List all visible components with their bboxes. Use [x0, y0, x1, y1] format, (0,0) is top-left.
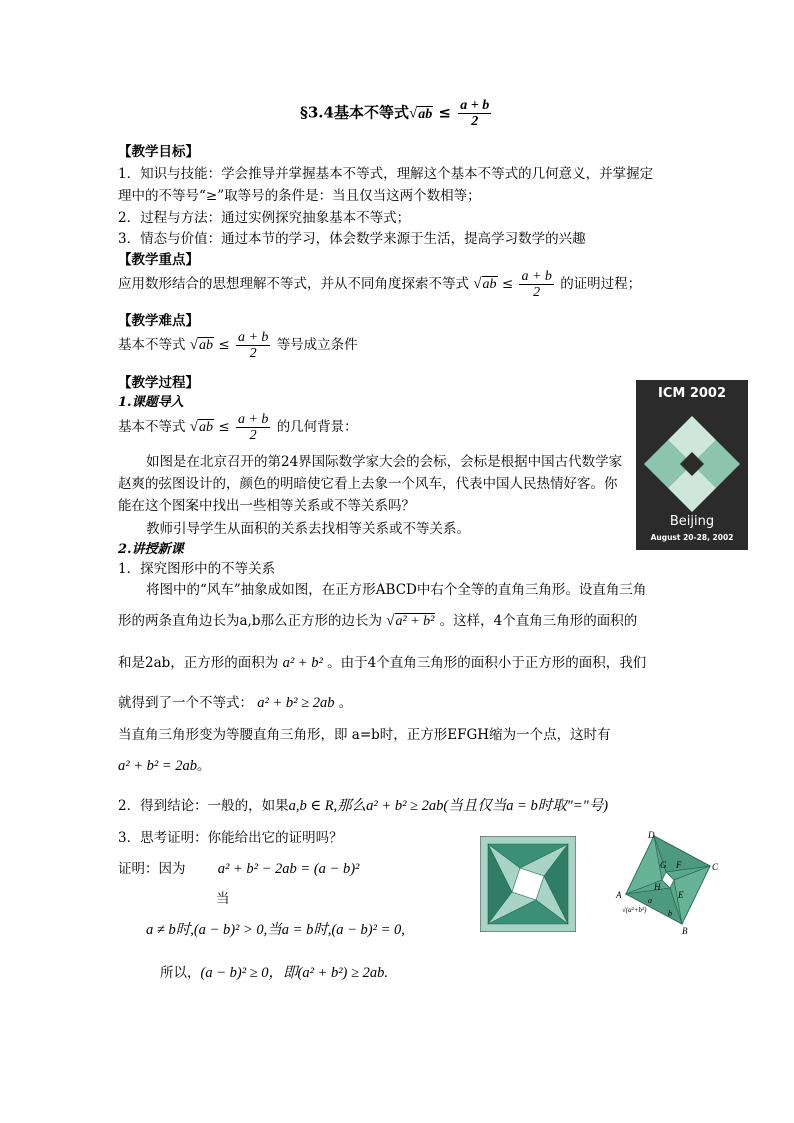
label-C: C	[712, 862, 719, 872]
topic-1-line-d: 和是2ab，正方形的面积为 a² + b² 。由于4个直角三角形的面积小于正方形的面积，我们	[118, 655, 647, 671]
subsection-new: 2.讲授新课	[118, 542, 184, 557]
label-b: b	[668, 909, 672, 918]
proof-result: 所以，(a − b)² ≥ 0，即(a² + b²) ≥ 2ab.	[160, 965, 388, 981]
key-fraction: $\frac{a + b}{2}$	[521, 269, 552, 300]
proof-when: 当	[216, 891, 230, 907]
intro-paragraph: 如图是在北京召开的第24界国际数学家大会的会标，会标是根据中国古代数学家赵爽的弦图设计的，颜色的明暗使它看上去象一个风车，代表中国人民热情好客。你能在这个图案中找出一些相等关系或不等关系吗？	[118, 454, 623, 514]
topic-1-line-f: 就得到了一个不等式： a² + b² ≥ 2ab 。	[118, 695, 353, 711]
goal-1a: 1．知识与技能：学会推导并掌握基本不等式，理解这个基本不等式的几何意义，并掌握定	[118, 166, 654, 182]
pinwheel-icon	[636, 408, 748, 518]
labeled-square-diagram	[608, 828, 738, 940]
section-process: 【教学过程】	[118, 375, 199, 391]
proof-cases: a ≠ b时,(a − b)² > 0,当a = b时,(a − b)² = 0,	[146, 922, 405, 938]
title-le: ≤	[438, 103, 451, 122]
intro-paragraph-2: 教师引导学生从面积的关系去找相等关系或不等关系。	[146, 521, 470, 537]
logo-title: ICM 2002	[657, 386, 727, 401]
title-fraction: $\frac{a + b}{2}$	[460, 98, 490, 129]
topic-1: 1．探究图形中的不等关系	[118, 561, 276, 577]
label-G: G	[660, 860, 667, 870]
key-line: 应用数形结合的思想理解不等式，并从不同角度探索不等式 √ab ≤ $\frac{a + b}{2}$ 的证明过程；	[118, 269, 642, 300]
goal-1b: 理中的不等号“≥”取等号的条件是：当且仅当这两个数相等；	[118, 188, 481, 204]
sqrt-sign: √	[408, 105, 418, 122]
topic-1-line-a: 将图中的“风车”抽象成如图，在正方形ABCD中右个全等的直角三角形。设直角三角	[146, 582, 647, 598]
topic-3: 3．思考证明：你能给出它的证明吗？	[118, 830, 343, 846]
square-pinwheel-diagram	[480, 836, 576, 932]
topic-1-line-b: 形的两条直角边长为a,b那么正方形的边长为 √a² + b² 。这样，4个直角三角形的面积的	[118, 613, 638, 629]
section-key: 【教学重点】	[118, 252, 199, 268]
label-H: H	[654, 882, 661, 892]
label-F: F	[676, 860, 682, 870]
label-E: E	[678, 890, 684, 900]
section-goals: 【教学目标】	[118, 144, 199, 160]
label-B: B	[682, 926, 688, 936]
logo-date: August 20-28, 2002	[650, 533, 734, 542]
goal-3: 3．情态与价值：通过本节的学习，体会数学来源于生活，提高学习数学的兴趣	[118, 231, 586, 247]
proof-line-1: 证明：因为 a² + b² − 2ab = (a − b)²	[118, 861, 360, 877]
label-D: D	[648, 830, 655, 840]
subsection-intro: 1.课题导入	[118, 395, 184, 410]
page-title	[300, 98, 493, 129]
title-radicand: ab	[418, 106, 433, 122]
difficulty-line: 基本不等式 √ab ≤ $\frac{a + b}{2}$ 等号成立条件	[118, 330, 358, 361]
logo-city: Beijing	[669, 514, 715, 529]
background-line: 基本不等式 √ab ≤ $\frac{a + b}{2}$ 的几何背景：	[118, 412, 358, 443]
section-difficulty: 【教学难点】	[118, 313, 199, 329]
conclusion-line: 2．得到结论：一般的，如果a,b ∈ R,那么a² + b² ≥ 2ab(当且仅当a = b时取"="号)	[118, 798, 609, 814]
icm-logo	[636, 380, 748, 550]
topic-1-line-h: a² + b² = 2ab。	[118, 758, 211, 774]
topic-1-line-g: 当直角三角形变为等腰直角三角形，即 a=b时，正方形EFGH缩为一个点，这时有	[118, 727, 611, 743]
title-text: §3.4基本不等式	[300, 103, 409, 122]
label-side: √(a²+b²)	[622, 906, 647, 914]
label-a: a	[648, 896, 652, 905]
goal-2: 2．过程与方法：通过实例探究抽象基本不等式；	[118, 210, 411, 226]
label-A: A	[616, 890, 622, 900]
